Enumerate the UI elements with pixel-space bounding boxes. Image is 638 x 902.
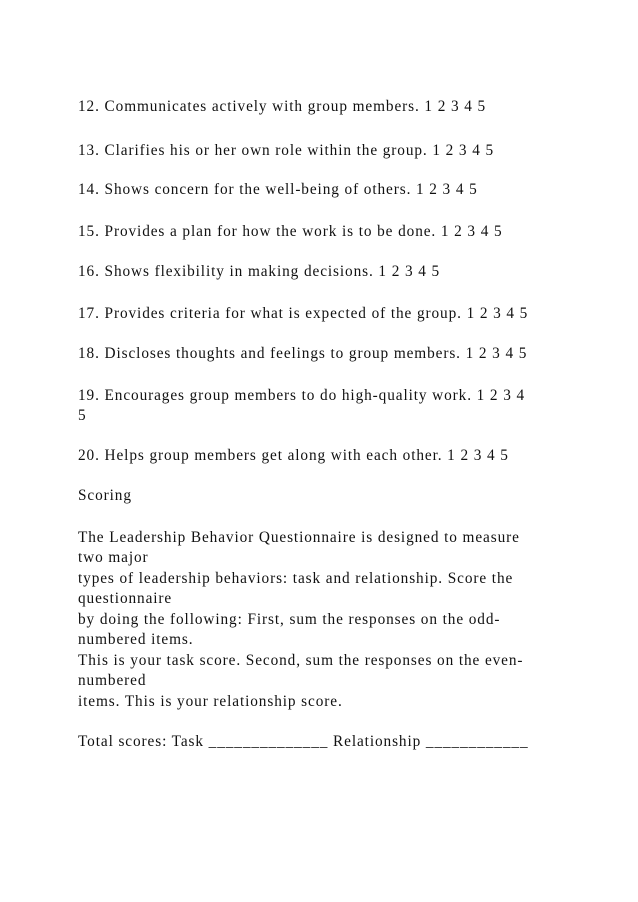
- scoring-text-line: The Leadership Behavior Questionnaire is designed to measure: [78, 529, 520, 546]
- item-12: 12. Communicates actively with group members. 1 2 3 4 5: [78, 98, 487, 115]
- item-18: 18. Discloses thoughts and feelings to group members. 1 2 3 4 5: [78, 345, 528, 362]
- item-19-line-1: 19. Encourages group members to do high-quality work. 1 2 3 4: [78, 387, 526, 404]
- scoring-text-line: types of leadership behaviors: task and relationship. Score the: [78, 570, 514, 587]
- scoring-text-line: This is your task score. Second, sum the responses on the even-: [78, 652, 524, 669]
- scoring-heading: Scoring: [78, 487, 132, 504]
- scoring-text-line: two major: [78, 549, 149, 566]
- item-20: 20. Helps group members get along with each other. 1 2 3 4 5: [78, 447, 509, 464]
- item-14: 14. Shows concern for the well-being of others. 1 2 3 4 5: [78, 181, 478, 198]
- item-13: 13. Clarifies his or her own role within the group. 1 2 3 4 5: [78, 142, 495, 159]
- item-17: 17. Provides criteria for what is expected of the group. 1 2 3 4 5: [78, 305, 529, 322]
- scoring-text-line: numbered items.: [78, 631, 194, 648]
- scoring-text-line: questionnaire: [78, 590, 173, 607]
- scoring-text-line: numbered: [78, 672, 147, 689]
- item-15: 15. Provides a plan for how the work is to be done. 1 2 3 4 5: [78, 223, 503, 240]
- scoring-text-line: by doing the following: First, sum the responses on the odd-: [78, 611, 501, 628]
- scoring-text-line: items. This is your relationship score.: [78, 693, 343, 710]
- item-19-line-2: 5: [78, 407, 87, 424]
- item-16: 16. Shows flexibility in making decisions. 1 2 3 4 5: [78, 263, 441, 280]
- total-scores-line: Total scores: Task ______________ Relationship ____________: [78, 733, 529, 750]
